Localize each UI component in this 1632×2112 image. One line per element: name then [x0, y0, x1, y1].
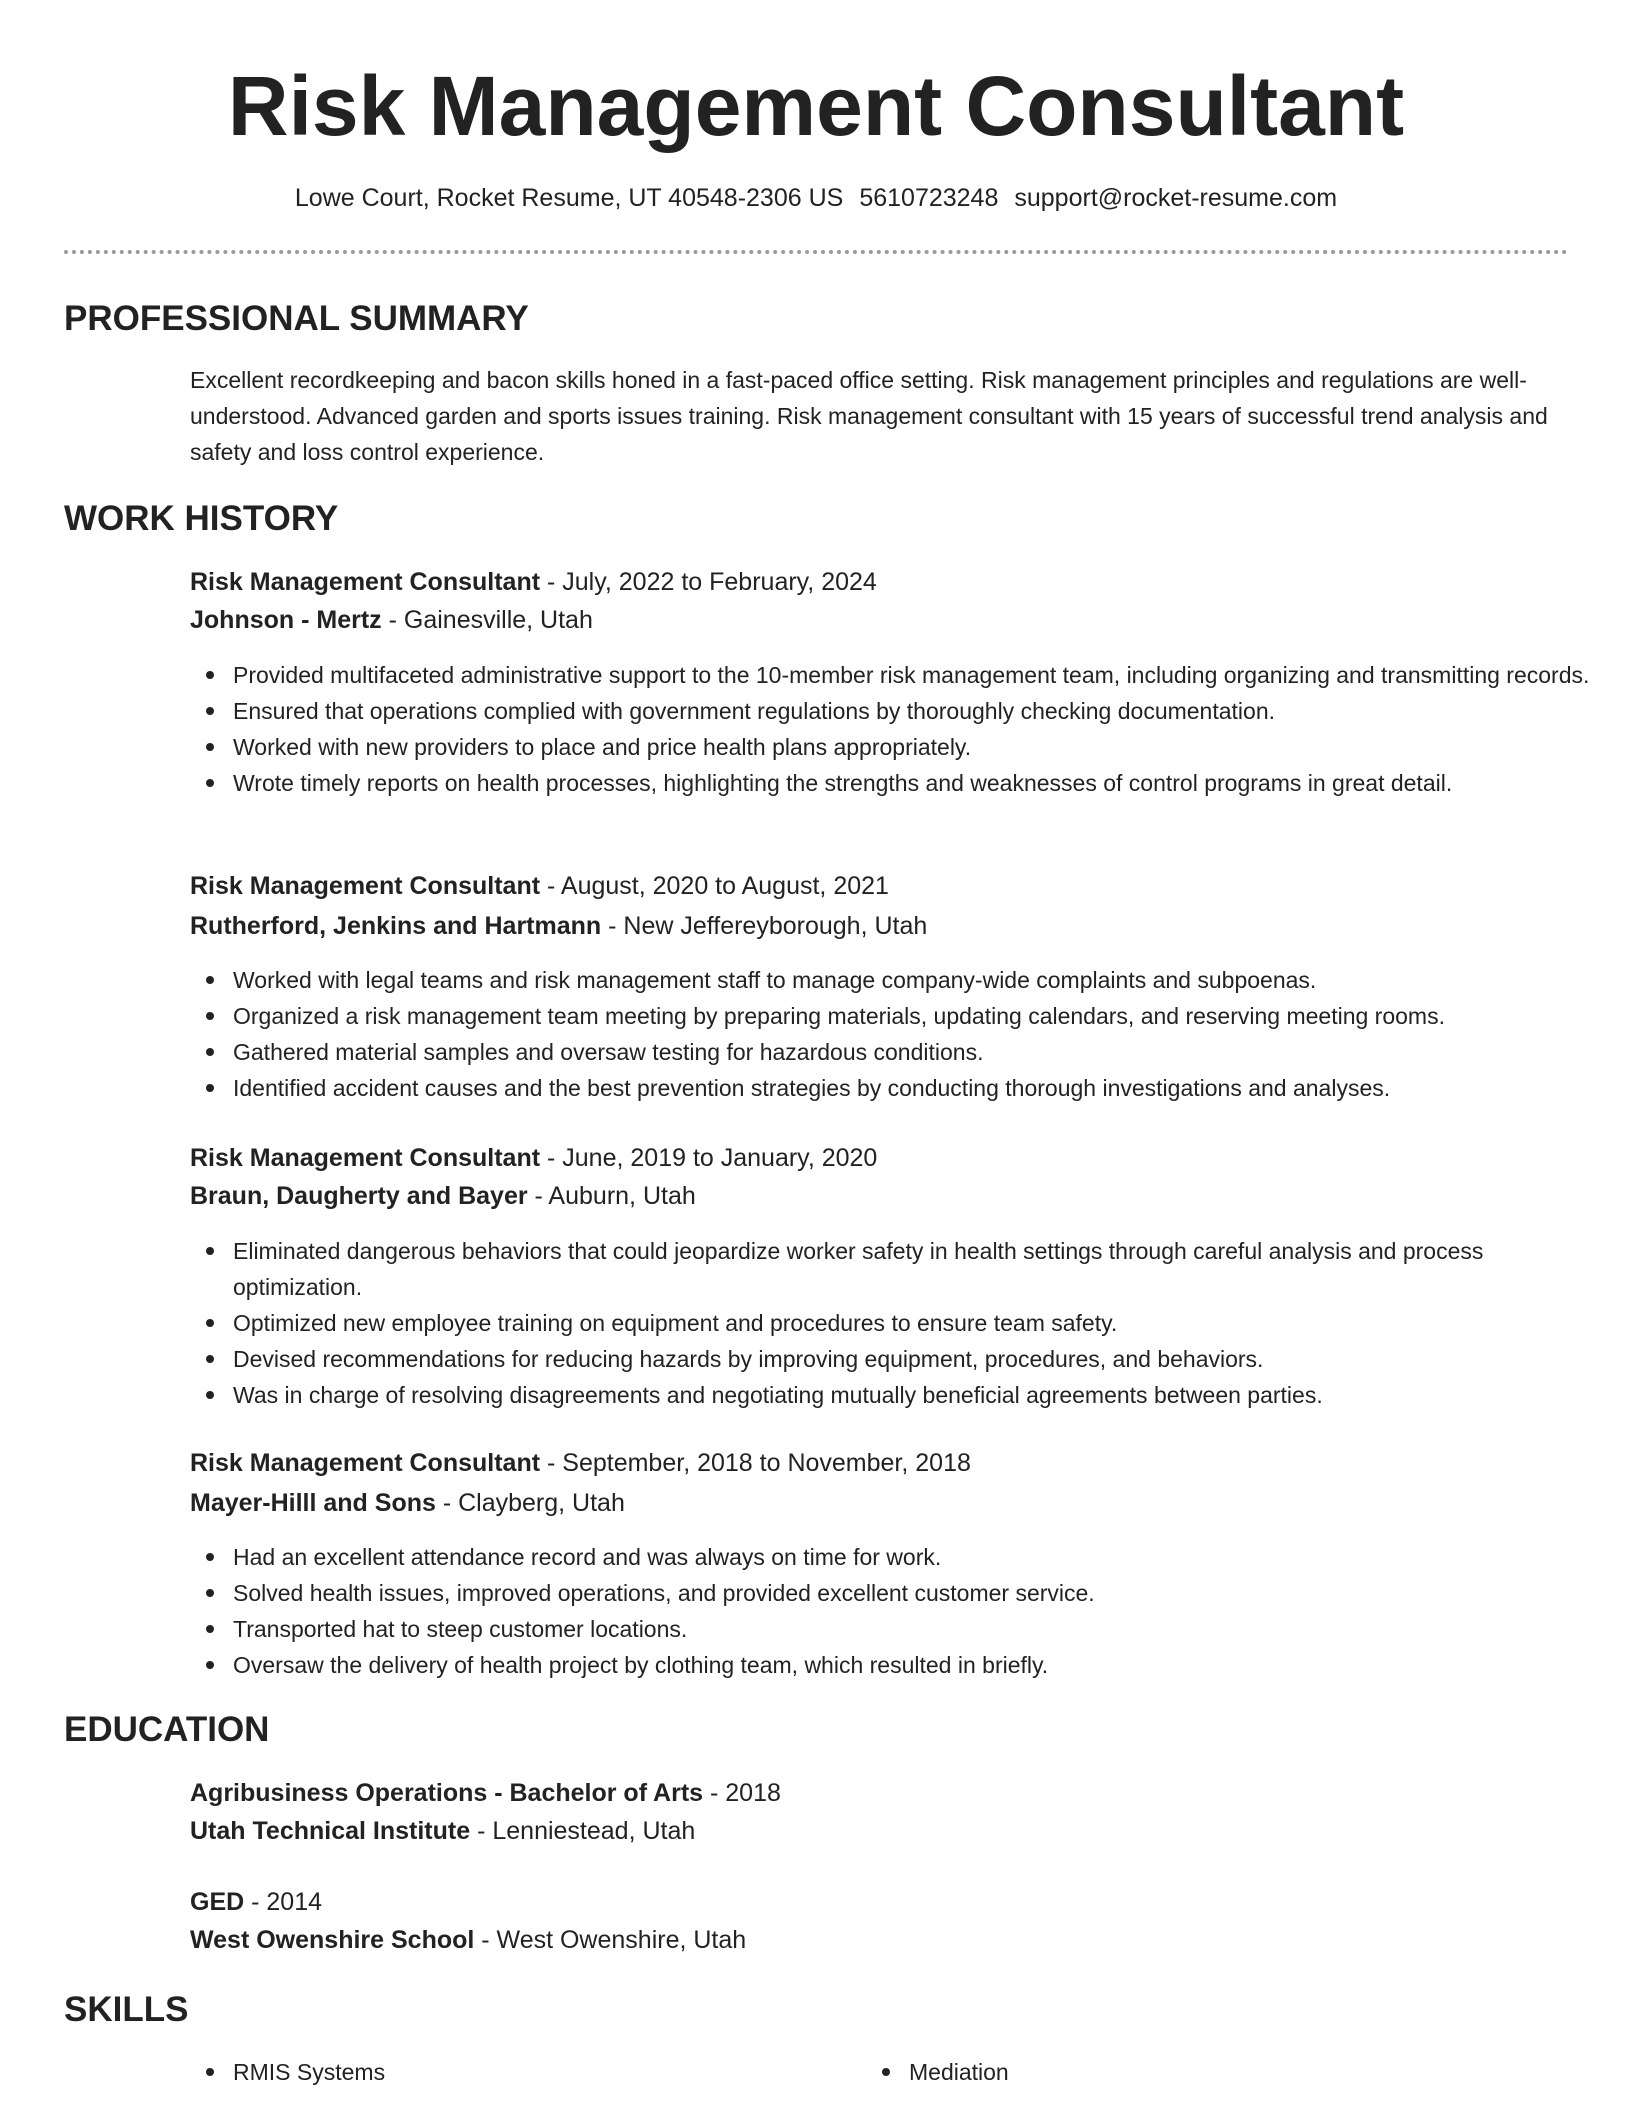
job-company: Johnson - Mertz [190, 606, 382, 634]
job-bullets [190, 962, 1590, 1106]
skill-item: Mediation [866, 2054, 1506, 2090]
list-item: Transported hat to steep customer locations. [190, 1611, 1590, 1647]
list-item: Worked with legal teams and risk management staff to manage company-wide complaints and subpoenas. [190, 962, 1590, 998]
list-item: Was in charge of resolving disagreements and negotiating mutually beneficial agreements between parties. [190, 1377, 1590, 1413]
list-item: Devised recommendations for reducing hazards by improving equipment, procedures, and behaviors. [190, 1341, 1590, 1377]
job-location: - New Jeffereyborough, Utah [601, 912, 928, 940]
job-location: - Clayberg, Utah [435, 1489, 625, 1517]
education-degree-line [190, 1885, 322, 1919]
job-company-line [190, 1486, 625, 1520]
list-item: Solved health issues, improved operations, and provided excellent customer service. [190, 1575, 1590, 1611]
list-item: Organized a risk management team meeting by preparing materials, updating calendars, and reserving meeting rooms. [190, 998, 1590, 1034]
skills-list-left [190, 2054, 830, 2090]
list-item: Worked with new providers to place and price health plans appropriately. [190, 729, 1590, 765]
list-item: Provided multifaceted administrative support to the 10-member risk management team, including organizing and transmitting records. [190, 657, 1590, 693]
job-bullets [190, 1539, 1590, 1683]
job-bullets [190, 657, 1590, 801]
job-company: Mayer-Hilll and Sons [190, 1489, 436, 1517]
job-location: - Auburn, Utah [527, 1182, 696, 1210]
job-company-line [190, 1179, 696, 1213]
job-dates: - July, 2022 to February, 2024 [540, 568, 877, 596]
job-company-line [190, 603, 593, 637]
job-title-line [190, 1141, 877, 1175]
list-item: Had an excellent attendance record and was always on time for work. [190, 1539, 1590, 1575]
list-item: Ensured that operations complied with government regulations by thoroughly checking documentation. [190, 693, 1590, 729]
job-role: Risk Management Consultant [190, 568, 541, 596]
skill-item: RMIS Systems [190, 2054, 830, 2090]
section-title-work-history: WORK HISTORY [64, 499, 339, 538]
job-role: Risk Management Consultant [190, 872, 541, 900]
section-title-skills: SKILLS [64, 1990, 189, 2029]
list-item: Eliminated dangerous behaviors that could jeopardize worker safety in health settings through careful analysis and process optimization. [190, 1233, 1590, 1305]
education-degree-line [190, 1776, 781, 1810]
job-dates: - June, 2019 to January, 2020 [540, 1144, 878, 1172]
job-title-line [190, 565, 877, 599]
education-location: - West Owenshire, Utah [474, 1926, 747, 1954]
education-degree: Agribusiness Operations - Bachelor of Arts [190, 1779, 704, 1807]
job-title-line [190, 869, 889, 903]
job-dates: - August, 2020 to August, 2021 [540, 872, 889, 900]
job-role: Risk Management Consultant [190, 1449, 541, 1477]
education-location: - Lenniestead, Utah [470, 1817, 696, 1845]
education-school-line [190, 1923, 746, 1957]
job-dates: - September, 2018 to November, 2018 [540, 1449, 971, 1477]
education-year: - 2018 [703, 1779, 781, 1807]
list-item: Gathered material samples and oversaw testing for hazardous conditions. [190, 1034, 1590, 1070]
education-school: Utah Technical Institute [190, 1817, 471, 1845]
list-item: Oversaw the delivery of health project by clothing team, which resulted in briefly. [190, 1647, 1590, 1683]
job-location: - Gainesville, Utah [381, 606, 593, 634]
list-item: Identified accident causes and the best prevention strategies by conducting thorough investigations and analyses. [190, 1070, 1590, 1106]
contact-email[interactable]: support@rocket-resume.com [1014, 184, 1338, 212]
job-title-line [190, 1446, 971, 1480]
education-degree: GED [190, 1888, 245, 1916]
list-item: Wrote timely reports on health processes, highlighting the strengths and weaknesses of control programs in great detail. [190, 765, 1590, 801]
skills-list-right [866, 2054, 1506, 2090]
job-company: Rutherford, Jenkins and Hartmann [190, 912, 602, 940]
resume-name: Risk Management Consultant [227, 59, 1405, 153]
header-divider [64, 250, 1568, 254]
section-title-education: EDUCATION [64, 1710, 270, 1749]
education-school-line [190, 1814, 695, 1848]
list-item: Optimized new employee training on equipment and procedures to ensure team safety. [190, 1305, 1590, 1341]
job-company: Braun, Daugherty and Bayer [190, 1182, 528, 1210]
section-title-summary: PROFESSIONAL SUMMARY [64, 299, 529, 338]
contact-line [0, 181, 1632, 215]
summary-text: Excellent recordkeeping and bacon skills honed in a fast-paced office setting. Risk management principles and regulations are well-understood. Advanced garden and sports issues training. Risk management consultant with 15 years of successful trend analysis and safety and loss control experience. [190, 367, 1548, 465]
job-role: Risk Management Consultant [190, 1144, 541, 1172]
job-company-line [190, 909, 927, 943]
job-bullets [190, 1233, 1590, 1413]
contact-address: Lowe Court, Rocket Resume, UT 40548-2306 US [294, 184, 844, 212]
education-school: West Owenshire School [190, 1926, 475, 1954]
education-year: - 2014 [244, 1888, 323, 1916]
contact-phone: 5610723248 [859, 184, 999, 212]
